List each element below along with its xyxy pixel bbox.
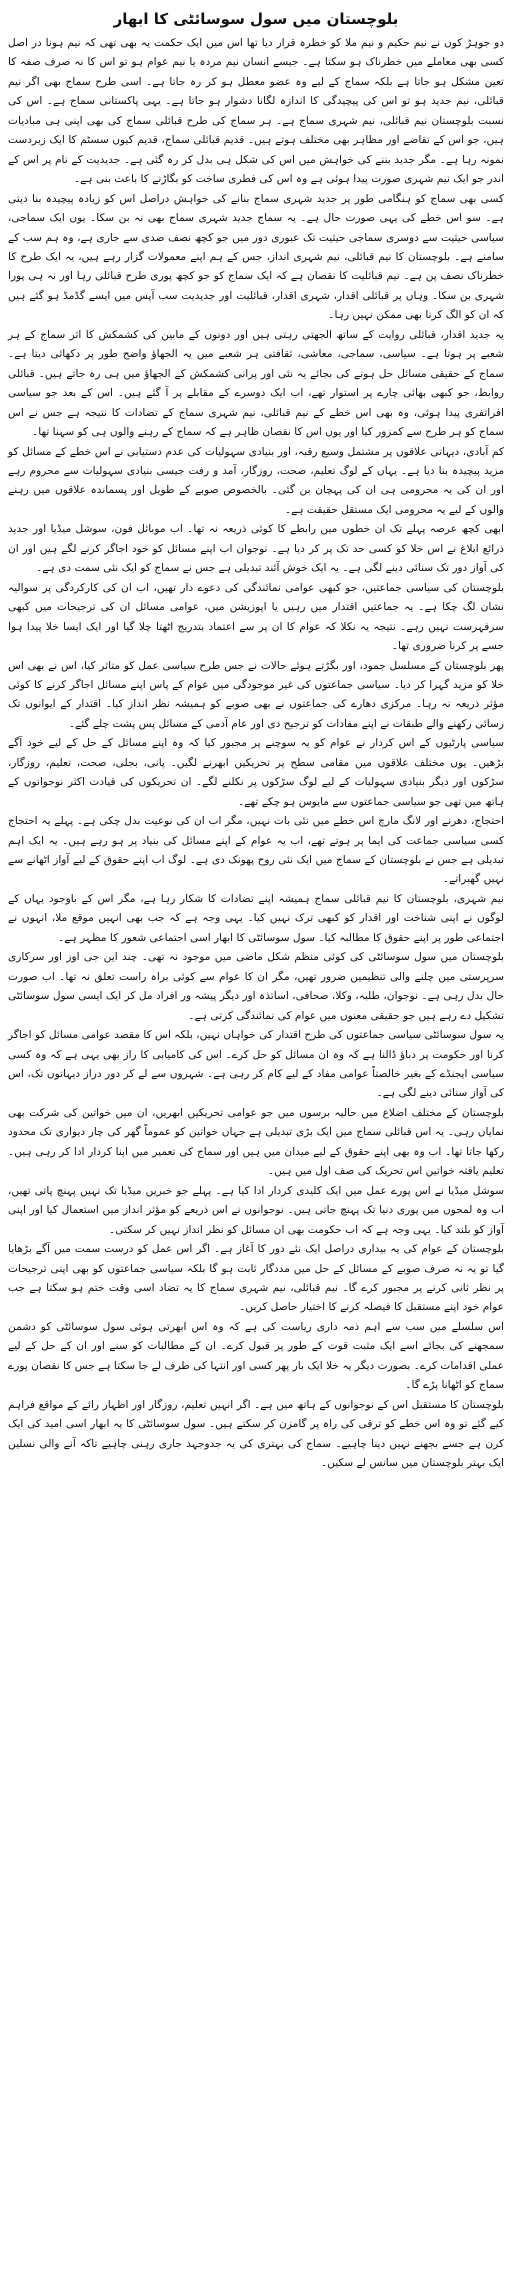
article-paragraph: اس سلسلے میں سب سے اہم ذمہ داری ریاست کی ہے کہ وہ اس ابھرتی ہوئی سول سوسائٹی کو دشمن سمجھنے کی بجائے اسے ایک مثبت قوت کے طور پر قبول کرے۔ ان کے مطالبات کو سنے اور ان کے حل کے لیے عملی اقدامات کرے۔ بصورت دیگر یہ خلا ایک بار پھر کسی اور انتہا کی طرف لے جا سکتا ہے جس کا نقصان پورے سماج کو اٹھانا پڑے گا۔ (8, 1320, 504, 1392)
article-paragraph: ابھی کچھ عرصہ پہلے تک ان خطوں میں رابطے کا کوئی ذریعہ نہ تھا۔ اب موبائل فون، سوشل میڈیا اور جدید ذرائع ابلاغ نے اس خلا کو کسی حد تک پر کر دیا ہے۔ نوجوان اب اپنے مسائل کو خود اجاگر کرنے لگے ہیں اور ان کی آواز دور تک سنائی دینے لگی ہے۔ یہ ایک خوش آئند تبدیلی ہے جس نے سماج کو ایک نئی سمت دی ہے۔ (8, 523, 504, 575)
article-paragraph: سیاسی پارٹیوں کے اس کردار نے عوام کو یہ سوچنے پر مجبور کیا کہ وہ اپنے مسائل کے حل کے لیے خود آگے بڑھیں۔ یوں مختلف علاقوں میں مقامی سطح پر تحریکیں ابھرنے لگیں۔ پانی، بجلی، صحت، تعلیم، روزگار، سڑکوں اور دیگر بنیادی سہولیات کے لیے لوگ سڑکوں پر نکلنے لگے۔ ان تحریکوں کی قیادت اکثر نوجوانوں کے ہاتھ میں تھی جو سیاسی جماعتوں سے مایوس ہو چکے تھے۔ (8, 737, 504, 808)
article-paragraph: کسی بھی سماج کو ہنگامی طور پر جدید شہری سماج بنانے کی خواہش دراصل اس کو زیادہ پیچیدہ بنا دیتی ہے۔ سو اس خطے کی یہی صورت حال ہے۔ یہ سماج جدید شہری سماج بھی نہ بن سکا۔ یوں ایک سماجی، سیاسی حیثیت سے دوسری سماجی حیثیت تک عبوری دور میں جو کچھ نصف صدی سے جاری ہے، وہ ہم سب کے سامنے ہے۔ بلوچستان کا نیم قبائلی، نیم شہری انداز، جس کے ہم اپنے معمولات گزار رہے ہیں، یہ ایک طرح کا خطرناک نصف پن ہے۔ نیم قبائلیت کا نقصان ہے کہ ایک سماج کو جو کچھ پوری طرح قبائلی رہا اور نہ ہی پورا شہری بن سکا۔ وہاں پر قبائلی اقدار، شہری اقدار، قبائلیت اور جدیدیت سب آپس میں ایسے گڈمڈ ہو گئے ہیں کہ ان کو الگ کرنا بھی ممکن نہیں رہا۔ (8, 192, 504, 322)
article-paragraph: پھر بلوچستان کے مسلسل جمود، اور بگڑتے ہوئے حالات نے جس طرح سیاسی عمل کو متاثر کیا، اس نے بھی اس خلا کو مزید گہرا کر دیا۔ سیاسی جماعتوں کی غیر موجودگی میں عوام کے پاس اپنے مسائل اجاگر کرنے کا کوئی مؤثر ذریعہ نہ رہا۔ مرکزی دھارے کی جماعتوں نے بھی صوبے کو ہمیشہ نظر انداز کیا۔ اقتدار کے ایوانوں تک رسائی رکھنے والے طبقات نے اپنے مفادات کو ترجیح دی اور عام آدمی کے مسائل پس پشت چلے گئے۔ (8, 659, 504, 730)
article-paragraph: بلوچستان کا مستقبل اس کے نوجوانوں کے ہاتھ میں ہے۔ اگر انہیں تعلیم، روزگار اور اظہار رائے کے مواقع فراہم کیے گئے تو وہ اس خطے کو ترقی کی راہ پر گامزن کر سکتے ہیں۔ سول سوسائٹی کا یہ ابھار اسی امید کی ایک کرن ہے جسے بجھنے نہیں دینا چاہیے۔ سماج کی بہتری کی یہ جدوجہد جاری رہنی چاہیے تاکہ آنے والی نسلیں ایک بہتر بلوچستان میں سانس لے سکیں۔ (8, 1398, 504, 1470)
article-paragraph: بلوچستان کی سیاسی جماعتیں، جو کبھی عوامی نمائندگی کی دعوے دار تھیں، اب ان کی کارکردگی پر سوالیہ نشان لگ چکا ہے۔ یہ جماعتیں اقتدار میں رہیں یا اپوزیشن میں، عوامی مسائل ان کی ترجیحات میں کبھی سرفہرست نہیں رہے۔ نتیجہ یہ نکلا کہ عوام کا ان پر سے اعتماد بتدریج اٹھتا چلا گیا اور ایک ایسا خلا پیدا ہوا جسے پر کرنا ضروری تھا۔ (8, 581, 504, 653)
article-paragraph: نیم شہری، بلوچستان کا نیم قبائلی سماج ہمیشہ اپنے تضادات کا شکار رہا ہے، مگر اس کے باوجود یہاں کے لوگوں نے اپنی شناخت اور اقدار کو کبھی ترک نہیں کیا۔ یہی وجہ ہے کہ جب بھی انہیں موقع ملا، انہوں نے اجتماعی طور پر اپنے حقوق کا مطالبہ کیا۔ سول سوسائٹی کا ابھار اسی اجتماعی شعور کا مظہر ہے۔ (8, 892, 504, 944)
article-paragraph: کم آبادی، دیہاتی علاقوں پر مشتمل وسیع رقبہ، اور بنیادی سہولیات کی عدم دستیابی نے اس خطے کے مسائل کو مزید پیچیدہ بنا دیا ہے۔ یہاں کے لوگ تعلیم، صحت، روزگار، آمد و رفت جیسی بنیادی سہولیات سے محروم رہے اور ان کی یہ محرومی ہی ان کی پہچان بن گئی۔ بالخصوص صوبے کے طویل اور پسماندہ علاقوں میں رہنے والوں کے لیے یہ محرومی ایک مستقل حقیقت ہے۔ (8, 445, 504, 516)
article-paragraph: بلوچستان میں سول سوسائٹی کی کوئی منظم شکل ماضی میں موجود نہ تھی۔ چند این جی اوز اور سرکاری سرپرستی میں چلنے والی تنظیمیں ضرور تھیں، مگر ان کا عوام سے کوئی براہ راست تعلق نہ تھا۔ اب صورت حال بدل رہی ہے۔ نوجوان، طلبہ، وکلا، صحافی، اساتذہ اور دیگر پیشہ ور افراد مل کر ایک ایسی سول سوسائٹی تشکیل دے رہے ہیں جو حقیقی معنوں میں عوام کی نمائندگی کرتی ہے۔ (8, 951, 504, 1022)
article-paragraph: سوشل میڈیا نے اس پورے عمل میں ایک کلیدی کردار ادا کیا ہے۔ پہلے جو خبریں میڈیا تک نہیں پہنچ پاتی تھیں، اب وہ لمحوں میں پوری دنیا تک پہنچ جاتی ہیں۔ نوجوانوں نے اس ذریعے کو مؤثر انداز میں استعمال کیا اور اپنی آواز کو بلند کیا۔ یہی وجہ ہے کہ اب حکومت بھی ان مسائل کو نظر انداز نہیں کر سکتی۔ (8, 1184, 504, 1236)
article-paragraph: دو جوہڑ کوں نے نیم حکیم و نیم ملا کو خطرہ قرار دیا تھا اس میں ایک حکمت یہ بھی تھی کہ نیم ہونا در اصل کسی بھی معاملے میں خطرناک ہو سکتا ہے۔ جیسے انسان نیم مردہ یا نیم عوام ہو تو اس کا نہ صرف صفہ کا تعین مشکل ہو جاتا ہے بلکہ سماج کے لیے وہ عضو معطل ہو کر رہ جاتا ہے۔ اسی طرح سماج بھی اگر نیم قبائلی، نیم جدید ہو تو اس کی پیچیدگی کا اندازہ لگانا دشوار ہو جاتا ہے۔ یہی پاکستانی سماج ہے۔ اس کی نسبت بلوچستان نیم قبائلی، نیم شہری سماج ہے۔ ہر سماج کی طرح قبائلی سماج کی بھی اپنی ہی مبادیات ہیں، جو اس کے تقاضے اور مظاہر بھی مختلف ہوتے ہیں۔ قدیم قبائلی سماج، قدیم کیوں سسٹم کا ایک زبردست نمونہ رہا ہے۔ مگر جدید بننے کی خواہش میں اس کی شکل ہی بدل کر رہ گئی ہے۔ جدیدیت کے نام پر اس کے اندر جو ایک نیم شہری صورت پیدا ہوئی ہے وہ اس کی فطری ساخت کو بگاڑنے کا باعث بنی ہے۔ (8, 37, 504, 186)
headline-text: بلوچستان میں سول سوسائٹی کا ابھار (110, 8, 403, 30)
article-paragraph: بلوچستان کے عوام کی یہ بیداری دراصل ایک نئے دور کا آغاز ہے۔ اگر اس عمل کو درست سمت میں آگے بڑھایا گیا تو یہ نہ صرف صوبے کے مسائل کے حل میں مددگار ثابت ہو گا بلکہ سیاسی جماعتوں کو بھی اپنی ترجیحات پر نظر ثانی کرنے پر مجبور کرے گا۔ نیم قبائلی، نیم شہری سماج کا یہ تضاد اسی وقت ختم ہو سکتا ہے جب عوام خود اپنے مستقبل کا فیصلہ کرنے کا اختیار حاصل کریں۔ (8, 1243, 504, 1314)
article-paragraph: بلوچستان کے مختلف اضلاع میں حالیہ برسوں میں جو عوامی تحریکیں ابھریں، ان میں خواتین کی شرکت بھی نمایاں رہی۔ یہ اس قبائلی سماج میں ایک بڑی تبدیلی ہے جہاں خواتین کو عموماً گھر کی چار دیواری تک محدود رکھا جاتا تھا۔ اب وہ بھی اپنے حقوق کے لیے میدان میں ہیں اور سماج کی تعمیر میں اپنا کردار ادا کر رہی ہیں۔ تعلیم یافتہ خواتین اس تحریک کی صف اول میں ہیں۔ (8, 1106, 504, 1178)
article-headline (8, 8, 504, 30)
article-body (8, 34, 504, 1474)
article-paragraph: یہ جدید اقدار، قبائلی روایت کے ساتھ الجھتی رہتی ہیں اور دونوں کے مابین کی کشمکش کا اثر سماج کے ہر شعبے پر ہوتا ہے۔ سیاسی، سماجی، معاشی، ثقافتی ہر شعبے میں یہ الجھاؤ واضح طور پر دکھائی دیتا ہے۔ سماج کے حقیقی مسائل حل ہونے کی بجائے یہ نئی اور پرانی کشمکش کے الجھاؤ میں ہی رہ جاتے ہیں۔ قبائلی روابط، جو کبھی بھائی چارے پر استوار تھے، اب ایک دوسرے کے مقابلے پر آ گئے ہیں۔ اس کے بعد جو سیاسی افراتفری پیدا ہوئی، وہ بھی اس خطے کے نیم قبائلی، نیم شہری سماج کے تضادات کا نتیجہ ہے جس نے اس سماج کو ہر طرح سے کمزور کیا اور یوں اس کا نقصان ظاہر ہے کہ سماج کے رہنے والوں ہی کو سہنا تھا۔ (8, 328, 504, 439)
article-paragraph: احتجاج، دھرنے اور لانگ مارچ اس خطے میں نئی بات نہیں، مگر اب ان کی نوعیت بدل چکی ہے۔ پہلے یہ احتجاج کسی سیاسی جماعت کی ایما پر ہوتے تھے، اب یہ عوام کے اپنے مسائل کی بنیاد پر ہو رہے ہیں۔ یہ ایک اہم تبدیلی ہے جس نے بلوچستان کے سماج میں ایک نئی روح پھونک دی ہے۔ لوگ اب اپنے حقوق کے لیے آواز اٹھانے سے نہیں گھبراتے۔ (8, 815, 504, 886)
article-paragraph: یہ سول سوسائٹی سیاسی جماعتوں کی طرح اقتدار کی خواہاں نہیں، بلکہ اس کا مقصد عوامی مسائل کو اجاگر کرنا اور حکومت پر دباؤ ڈالنا ہے کہ وہ ان مسائل کو حل کرے۔ اس کی کامیابی کا راز بھی یہی ہے کہ وہ کسی سیاسی ایجنڈے کے بغیر خالصتاً عوامی مفاد کے لیے کام کر رہی ہے۔ شہروں سے لے کر دور دراز دیہاتوں تک، اس کی آواز سنائی دینے لگی ہے۔ (8, 1029, 504, 1100)
